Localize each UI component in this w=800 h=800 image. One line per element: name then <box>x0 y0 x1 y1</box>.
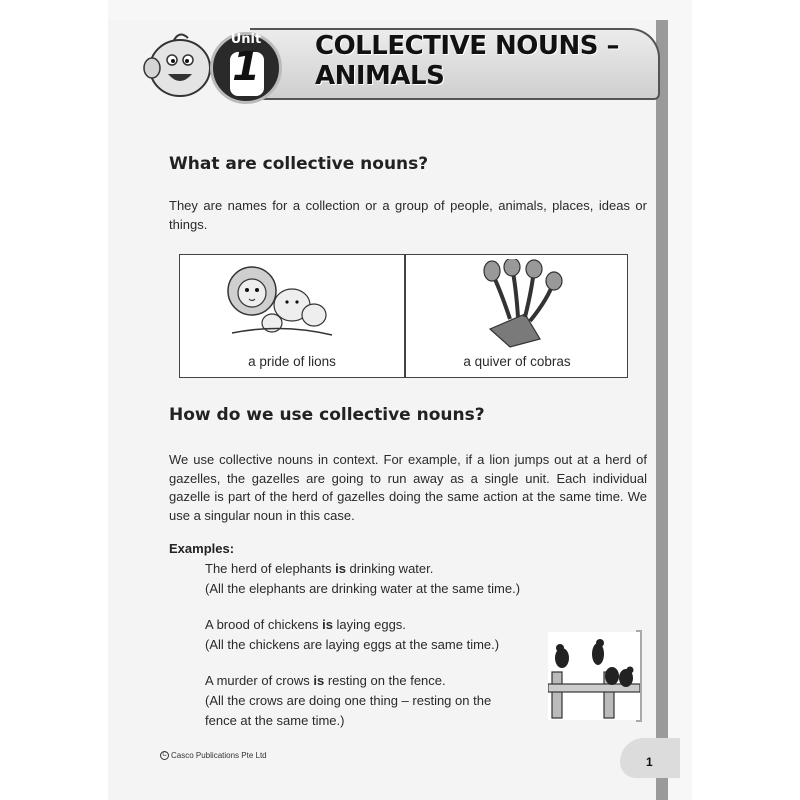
caption-cobras: a quiver of cobras <box>463 354 571 369</box>
copyright-text: Casco Publications Pte Ltd <box>171 751 267 760</box>
lions-illustration-icon <box>222 263 352 341</box>
example-2-sentence <box>205 617 406 632</box>
section-heading-what: What are collective nouns? <box>169 154 429 174</box>
cobras-illustration-icon <box>470 259 570 349</box>
title-line-1: COLLECTIVE NOUNS – <box>315 31 620 61</box>
page-number: 1 <box>646 755 653 769</box>
example-1-note: (All the elephants are drinking water at the same time.) <box>205 581 521 596</box>
caption-lions: a pride of lions <box>248 354 336 369</box>
example-2-post: laying eggs. <box>332 617 406 632</box>
definition-paragraph: They are names for a collection or a group of people, animals, places, ideas or things. <box>169 198 647 232</box>
copyright-notice <box>160 751 267 760</box>
unit-banner <box>140 28 660 100</box>
usage-paragraph: We use collective nouns in context. For example, if a lion jumps out at a herd of gazelles, the gazelles are going to run away as a single unit. Each individual gazelle is part of the herd of gazelles doing the same action at the same time. We use a singular noun in this case. <box>169 452 647 523</box>
examples-heading: Examples: <box>169 541 235 556</box>
title-line-2: ANIMALS <box>315 61 445 91</box>
example-1-pre: The herd of elephants <box>205 561 336 576</box>
section-heading-how: How do we use collective nouns? <box>169 405 485 425</box>
example-3-post: resting on the fence. <box>324 673 446 688</box>
unit-label: Unit <box>230 32 262 47</box>
example-1-post: drinking water. <box>345 561 434 576</box>
example-1-verb: is <box>335 561 346 576</box>
example-3-verb: is <box>313 673 325 688</box>
unit-number: 1 <box>232 44 260 90</box>
example-2-pre: A brood of chickens <box>205 617 323 632</box>
example-3-note-line-1: (All the crows are doing one thing – resting on the <box>205 693 492 708</box>
example-2-note: (All the chickens are laying eggs at the same time.) <box>205 637 500 652</box>
crows-on-fence-icon <box>548 632 640 720</box>
example-2-verb: is <box>322 617 333 632</box>
page-shadow <box>656 20 668 800</box>
copyright-icon: C <box>160 751 169 760</box>
example-3-sentence <box>205 673 446 688</box>
example-3-note-line-2: fence at the same time.) <box>205 713 345 728</box>
crows-picture <box>548 632 640 720</box>
example-3-pre: A murder of crows <box>205 673 314 688</box>
example-1-sentence <box>205 561 433 576</box>
page-title <box>315 31 655 91</box>
examples-picture-table <box>179 254 628 378</box>
